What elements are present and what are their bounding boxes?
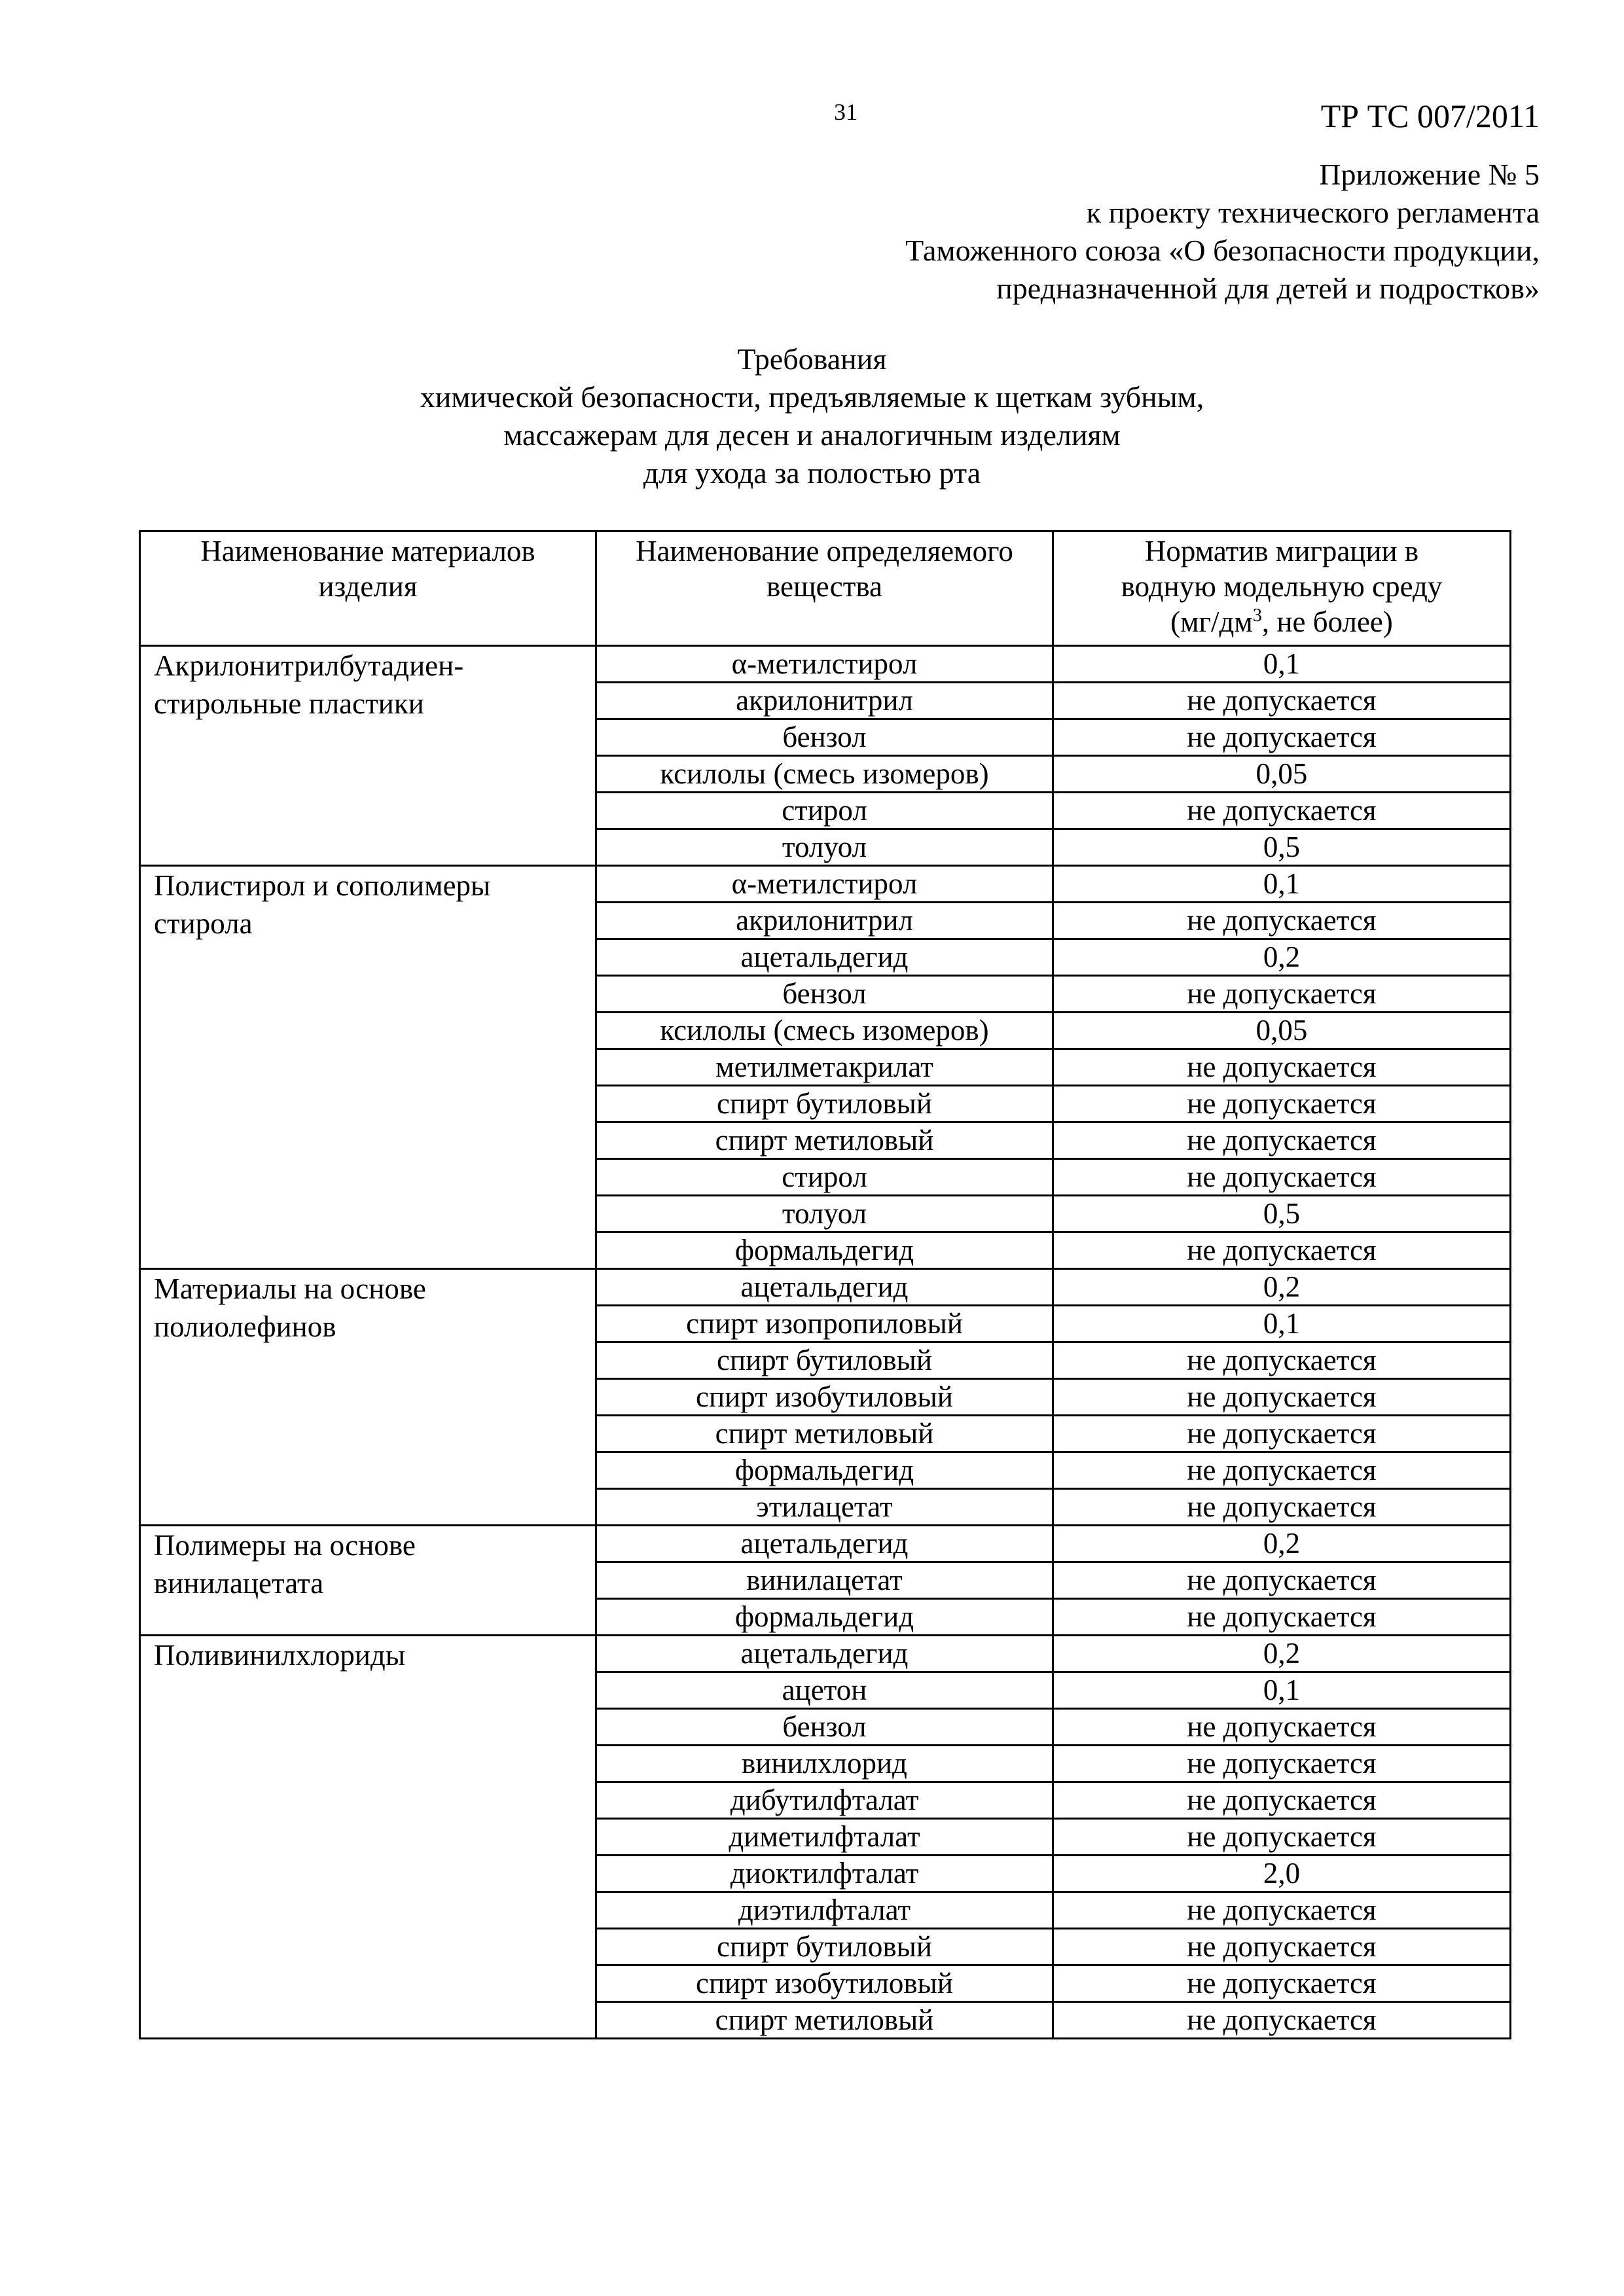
norm-cell: не допускается [1053, 1965, 1511, 2002]
table-row [140, 1526, 1511, 1562]
norm-cell: не допускается [1053, 1086, 1511, 1122]
material-cell [140, 1526, 596, 1636]
norm-cell: 0,1 [1053, 866, 1511, 903]
norm-cell: не допускается [1053, 1782, 1511, 1819]
substance-cell: бензол [596, 976, 1053, 1013]
norm-cell: не допускается [1053, 1819, 1511, 1856]
substance-cell: ацетальдегид [596, 1269, 1053, 1306]
material-name-line: Полимеры на основе [154, 1529, 416, 1562]
norm-cell: не допускается [1053, 683, 1511, 719]
header-text: Норматив миграции в [1144, 535, 1419, 567]
substance-cell: формальдегид [596, 1599, 1053, 1636]
substance-cell: акрилонитрил [596, 683, 1053, 719]
title-line: массажерам для десен и аналогичным изделиям [503, 418, 1121, 452]
material-name-line: Акрилонитрилбутадиен- [154, 649, 464, 682]
header-norm [1053, 531, 1511, 646]
material-cell [140, 1269, 596, 1526]
substance-cell: формальдегид [596, 1452, 1053, 1489]
header-material [140, 531, 596, 646]
norm-cell: 2,0 [1053, 1856, 1511, 1892]
substance-cell: толуол [596, 829, 1053, 866]
substance-cell: спирт изобутиловый [596, 1379, 1053, 1416]
material-cell [140, 646, 596, 866]
title-line: для ухода за полостью рта [643, 456, 981, 490]
annex-line: предназначенной для детей и подростков» [996, 272, 1540, 305]
substance-cell: бензол [596, 1709, 1053, 1746]
substance-cell: ацетальдегид [596, 1636, 1053, 1672]
table-header-row [140, 531, 1511, 646]
header-text: вещества [767, 570, 882, 603]
material-name-line: Материалы на основе [154, 1272, 426, 1305]
header-text: Наименование определяемого [636, 535, 1013, 567]
norm-cell: 0,05 [1053, 756, 1511, 793]
table-row [140, 1636, 1511, 1672]
substance-cell: винилацетат [596, 1562, 1053, 1599]
norm-cell: не допускается [1053, 1342, 1511, 1379]
annex-line: к проекту технического регламента [1086, 196, 1540, 229]
substance-cell: толуол [596, 1196, 1053, 1232]
superscript: 3 [1252, 605, 1262, 626]
material-cell [140, 866, 596, 1269]
norm-cell: не допускается [1053, 1709, 1511, 1746]
substance-cell: диоктилфталат [596, 1856, 1053, 1892]
norm-cell: 0,05 [1053, 1013, 1511, 1049]
norm-cell: 0,2 [1053, 1269, 1511, 1306]
header-text: водную модельную среду [1121, 570, 1443, 603]
substance-cell: этилацетат [596, 1489, 1053, 1526]
substance-cell: акрилонитрил [596, 903, 1053, 939]
page-number: 31 [834, 99, 857, 125]
substance-cell: спирт изопропиловый [596, 1306, 1053, 1342]
norm-cell: не допускается [1053, 1232, 1511, 1269]
table-row [140, 1269, 1511, 1306]
header-text: Наименование материалов [200, 535, 535, 567]
substance-cell: спирт метиловый [596, 1416, 1053, 1452]
norm-cell: не допускается [1053, 1746, 1511, 1782]
substance-cell: бензол [596, 719, 1053, 756]
substance-cell: диэтилфталат [596, 1892, 1053, 1929]
norm-cell: не допускается [1053, 2002, 1511, 2039]
annex-line: Приложение № 5 [1319, 158, 1540, 191]
title-line: химической безопасности, предъявляемые к щеткам зубным, [420, 380, 1204, 414]
norm-cell: не допускается [1053, 1929, 1511, 1965]
norm-cell: 0,1 [1053, 1672, 1511, 1709]
norm-cell: 0,5 [1053, 829, 1511, 866]
substance-cell: формальдегид [596, 1232, 1053, 1269]
header-text: (мг/дм [1170, 605, 1253, 638]
substance-cell: ацетальдегид [596, 1526, 1053, 1562]
material-name-line: стирольные пластики [154, 687, 424, 720]
substance-cell: α-метилстирол [596, 866, 1053, 903]
norm-cell: не допускается [1053, 1122, 1511, 1159]
material-cell [140, 1636, 596, 2039]
material-name-line: Поливинилхлориды [154, 1639, 406, 1672]
norm-cell: не допускается [1053, 1159, 1511, 1196]
norm-cell: не допускается [1053, 903, 1511, 939]
substance-cell: ацетальдегид [596, 939, 1053, 976]
norm-cell: не допускается [1053, 1416, 1511, 1452]
substance-cell: стирол [596, 793, 1053, 829]
substance-cell: ксилолы (смесь изомеров) [596, 756, 1053, 793]
norm-cell: 0,1 [1053, 1306, 1511, 1342]
norm-cell: не допускается [1053, 1599, 1511, 1636]
requirements-table [139, 530, 1511, 2039]
norm-cell: не допускается [1053, 719, 1511, 756]
norm-cell: 0,2 [1053, 1636, 1511, 1672]
material-name-line: полиолефинов [154, 1310, 336, 1343]
norm-cell: не допускается [1053, 976, 1511, 1013]
norm-cell: не допускается [1053, 1379, 1511, 1416]
norm-cell: не допускается [1053, 1489, 1511, 1526]
substance-cell: спирт бутиловый [596, 1929, 1053, 1965]
substance-cell: спирт изобутиловый [596, 1965, 1053, 2002]
material-name-line: Полистирол и сополимеры [154, 869, 491, 902]
substance-cell: дибутилфталат [596, 1782, 1053, 1819]
substance-cell: α-метилстирол [596, 646, 1053, 683]
norm-cell: 0,2 [1053, 1526, 1511, 1562]
material-name-line: стирола [154, 907, 253, 940]
substance-cell: спирт бутиловый [596, 1086, 1053, 1122]
header-text: изделия [318, 570, 418, 603]
substance-cell: стирол [596, 1159, 1053, 1196]
requirements-title [0, 340, 1624, 492]
norm-cell: не допускается [1053, 1562, 1511, 1599]
norm-cell: 0,2 [1053, 939, 1511, 976]
substance-cell: спирт метиловый [596, 1122, 1053, 1159]
header-text: , не более) [1261, 605, 1393, 638]
norm-cell: не допускается [1053, 1049, 1511, 1086]
annex-line: Таможенного союза «О безопасности продукции, [905, 234, 1540, 267]
table-row [140, 646, 1511, 683]
document-code: ТР ТС 007/2011 [1320, 98, 1540, 134]
norm-cell: 0,1 [1053, 646, 1511, 683]
annex-header [905, 156, 1540, 308]
substance-cell: спирт бутиловый [596, 1342, 1053, 1379]
title-line: Требования [737, 342, 887, 376]
substance-cell: диметилфталат [596, 1819, 1053, 1856]
norm-cell: не допускается [1053, 1452, 1511, 1489]
material-name-line: винилацетата [154, 1567, 324, 1600]
norm-cell: не допускается [1053, 1892, 1511, 1929]
table-body [140, 646, 1511, 2039]
substance-cell: винилхлорид [596, 1746, 1053, 1782]
norm-cell: не допускается [1053, 793, 1511, 829]
substance-cell: ксилолы (смесь изомеров) [596, 1013, 1053, 1049]
substance-cell: спирт метиловый [596, 2002, 1053, 2039]
norm-cell: 0,5 [1053, 1196, 1511, 1232]
header-substance [596, 531, 1053, 646]
substance-cell: ацетон [596, 1672, 1053, 1709]
table-row [140, 866, 1511, 903]
substance-cell: метилметакрилат [596, 1049, 1053, 1086]
